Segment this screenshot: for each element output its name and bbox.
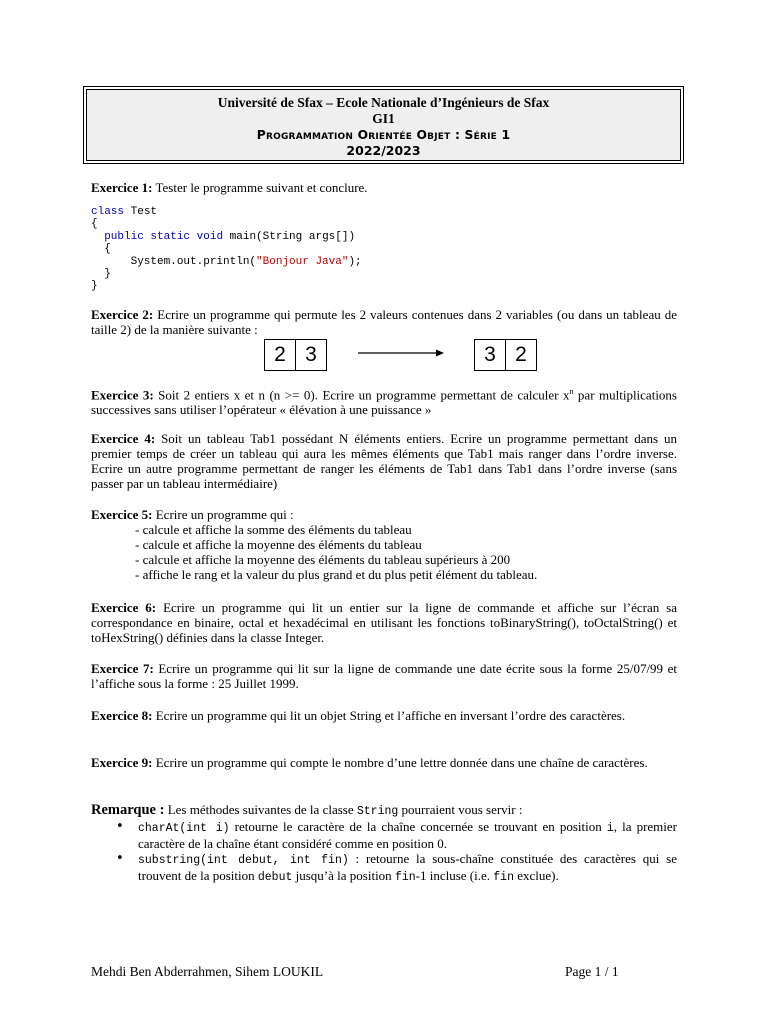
exercise-3 bbox=[91, 384, 677, 417]
arrow-icon bbox=[358, 348, 444, 358]
exercise-6-title: Exercice 6: bbox=[91, 600, 157, 615]
array-before-cell-1: 2 bbox=[264, 339, 296, 371]
exercise-8-text: Ecrire un programme qui lit un objet String et l’affiche en inversant l’ordre des caractères. bbox=[152, 708, 626, 723]
substring-text-a: : retourne la sous-chaîne constituée des caractères qui se trouvent de la position bbox=[138, 851, 677, 883]
exercise-8-title: Exercice 8: bbox=[91, 708, 153, 723]
exercise-5-title: Exercice 5: bbox=[91, 507, 153, 522]
remarque-item-substring bbox=[116, 851, 677, 885]
substring-text-d: exclue). bbox=[514, 868, 559, 883]
array-after-cell-1: 3 bbox=[474, 339, 506, 371]
code-line-5: System.out.println( bbox=[91, 255, 257, 268]
exercise-6-text: Ecrire un programme qui lit un entier sur la ligne de commande et affiche sur l’écran sa correspondance en binaire, octal et hexadécimal en utilisant les fonctions toBinaryString(), toOctalString() et toHexString() définies dans la classe Integer. bbox=[91, 600, 677, 645]
exercise-2 bbox=[91, 307, 677, 337]
remarque-intro-b: pourraient vous servir : bbox=[398, 802, 523, 817]
charat-text-a: retourne le caractère de la chaîne concernée se trouvant en position bbox=[229, 819, 607, 834]
array-after-cell-2: 2 bbox=[505, 339, 537, 371]
exercise-9-title: Exercice 9: bbox=[91, 755, 153, 770]
header-year: 2022/2023 bbox=[346, 143, 421, 158]
remarque-intro-a: Les méthodes suivantes de la classe bbox=[164, 802, 357, 817]
exercise-3-text-b: par multiplications successives sans utiliser l’opérateur « élévation à une puissance » bbox=[91, 387, 677, 418]
exercise-3-sup: n bbox=[569, 387, 574, 396]
exercise-4 bbox=[91, 431, 677, 491]
charat-i: i bbox=[606, 822, 614, 835]
header-university: Université de Sfax – Ecole Nationale d’Ingénieurs de Sfax bbox=[217, 95, 550, 110]
exercise-1 bbox=[91, 180, 677, 195]
footer-page-number: Page 1 / 1 bbox=[565, 964, 619, 979]
exercise-3-title: Exercice 3: bbox=[91, 387, 154, 403]
array-before-cell-2: 3 bbox=[295, 339, 327, 371]
substring-text-b: jusqu’à la position bbox=[292, 868, 395, 883]
remarque bbox=[91, 802, 677, 885]
substring-fin-2: fin bbox=[493, 871, 514, 884]
code-line-6: } bbox=[91, 268, 111, 281]
code-kw-void: void bbox=[196, 230, 224, 243]
substring-fin-1: fin bbox=[394, 871, 416, 884]
exercise-5-text: Ecrire un programme qui : bbox=[152, 507, 294, 522]
header-class: GI1 bbox=[372, 111, 395, 126]
array-before bbox=[265, 339, 327, 371]
exercise-5-item-3: - calcule et affiche la moyenne des éléments du tableau supérieurs à 200 bbox=[135, 552, 511, 567]
header-course: Programmation Orientée Objet : Série 1 bbox=[256, 128, 511, 142]
code-line-3: main(String args[]) bbox=[223, 230, 356, 243]
exercise-2-title: Exercice 2: bbox=[91, 307, 154, 322]
exercise-7-title: Exercice 7: bbox=[91, 661, 154, 676]
substring-text-c: -1 incluse (i.e. bbox=[415, 868, 494, 883]
code-line-1: Test bbox=[124, 206, 158, 218]
exercise-1-text: Tester le programme suivant et conclure. bbox=[152, 180, 368, 195]
exercise-3-text-a: Soit 2 entiers x et n (n >= 0). Ecrire un programme permettant de calculer x bbox=[153, 387, 570, 403]
exercise-4-title: Exercice 4: bbox=[91, 431, 156, 446]
exercise-2-text: Ecrire un programme qui permute les 2 valeurs contenues dans 2 variables (ou dans un tableau de taille 2) de la manière suivante : bbox=[91, 307, 677, 337]
code-line-5-end: ); bbox=[348, 255, 362, 268]
remarque-intro-code: String bbox=[356, 805, 399, 818]
array-after bbox=[475, 339, 537, 371]
remarque-item-charat bbox=[116, 819, 677, 851]
exercise-7 bbox=[91, 661, 677, 691]
code-block bbox=[91, 206, 362, 293]
exercise-5-item-4: - affiche le rang et la valeur du plus grand et du plus petit élément du tableau. bbox=[135, 567, 538, 582]
code-line-4: { bbox=[91, 243, 111, 256]
exercise-4-text: Soit un tableau Tab1 possédant N éléments entiers. Ecrire un programme permettant dans un premier temps de créer un tableau qui aura les mêmes éléments que Tab1 mais ranger dans l’ordre inverse. Ecrire un autre programme permettant de ranger les éléments de Tab1 dans Tab1 dans l’ordre inverse (sans passer par un tableau intermédiaire) bbox=[91, 431, 677, 491]
exercise-5-list bbox=[91, 522, 677, 582]
code-string: "Bonjour Java" bbox=[256, 255, 349, 268]
footer-authors: Mehdi Ben Abderrahmen, Sihem LOUKIL bbox=[91, 964, 324, 979]
charat-text-b: , la premier caractère de la chaîne étant considéré comme en position 0. bbox=[138, 819, 677, 851]
substring-code: substring(int debut, int fin) bbox=[138, 854, 349, 867]
charat-code: charAt(int i) bbox=[138, 822, 230, 835]
header-box bbox=[83, 86, 684, 164]
exercise-9-text: Ecrire un programme qui compte le nombre d’une lettre donnée dans une chaîne de caractères. bbox=[152, 755, 648, 770]
exercise-5 bbox=[91, 507, 677, 582]
code-kw-class: class bbox=[91, 206, 125, 218]
code-line-2: { bbox=[91, 218, 98, 231]
exercise-6 bbox=[91, 600, 677, 645]
exercise-1-title: Exercice 1: bbox=[91, 180, 153, 195]
substring-debut: debut bbox=[257, 871, 293, 884]
exercise-9 bbox=[91, 755, 677, 770]
header-inner bbox=[86, 89, 681, 161]
exercise-5-item-2: - calcule et affiche la moyenne des éléments du tableau bbox=[135, 537, 422, 552]
code-kw-public-static: public static bbox=[104, 230, 191, 243]
exercise-8 bbox=[91, 708, 677, 723]
exercise-5-item-1: - calcule et affiche la somme des éléments du tableau bbox=[135, 522, 412, 537]
remarque-title: Remarque : bbox=[91, 802, 165, 818]
remarque-list bbox=[91, 819, 677, 885]
code-line-7: } bbox=[91, 280, 98, 293]
exercise-7-text: Ecrire un programme qui lit sur la ligne de commande une date écrite sous la forme 25/07/99 et l’affiche sous la forme : 25 Juillet 1999. bbox=[91, 661, 677, 691]
